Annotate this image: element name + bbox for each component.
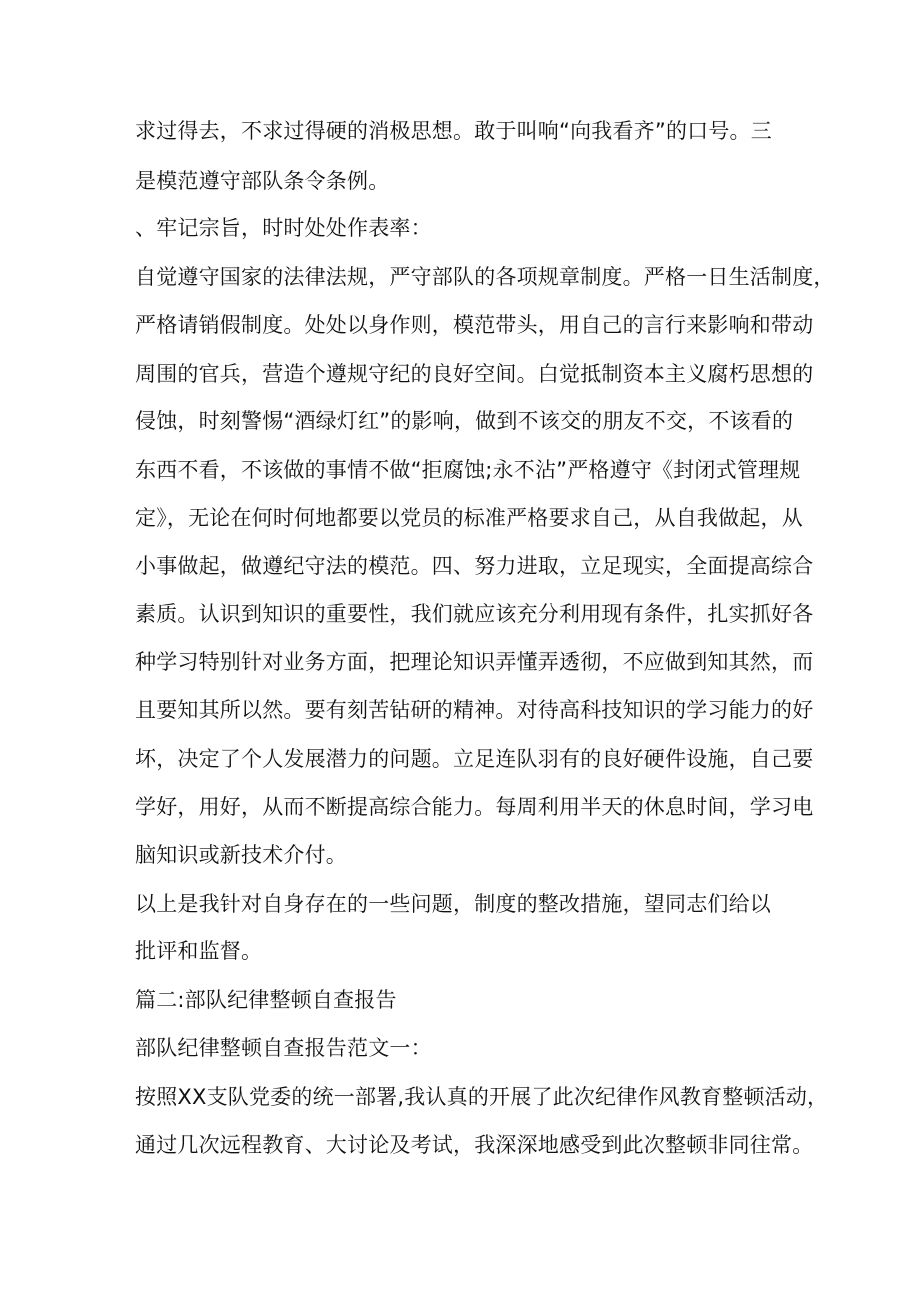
text-line: 侵蚀，时刻警惕“酒绿灯红”的影响，做到不该交的朋友不交，不该看的 bbox=[135, 409, 794, 433]
text-line: 坏，决定了个人发展潜力的问题。立足连队羽有的良好硬件设施，自己要 bbox=[135, 747, 814, 771]
text-line: 严格请销假制度。处处以身作则，模范带头，用自己的言行来影响和带动 bbox=[135, 313, 814, 337]
text-line: 、牢记宗旨，时时处处作表率： bbox=[135, 216, 432, 240]
text-line: 学好，用好，从而不断提高综合能力。每周利用半天的休息时间，学习电 bbox=[135, 795, 814, 819]
text-line: 周围的官兵，营造个遵规守纪的良好空间。白觉抵制资本主义腐朽思想的 bbox=[135, 362, 814, 386]
text-line: 求过得去，不求过得硬的消极思想。敢于叫响“向我看齐”的口号。三 bbox=[135, 119, 772, 143]
text-line: 种学习特别针对业务方面，把理论知识弄懂弄透彻，不应做到知其然，而 bbox=[135, 650, 814, 674]
text-line: 以上是我针对自身存在的一些问题，制度的整改措施，望同志们给以 bbox=[135, 892, 771, 916]
text-line: 按照XX支队党委的统一部署,我认真的开展了此次纪律作风教育整顿活动， bbox=[135, 1085, 829, 1109]
text-line: 是模范遵守部队条令条例。 bbox=[135, 169, 390, 193]
text-line: 东西不看，不该做的事情不做“拒腐蚀;永不沾”严格遵守《封闭式管理规 bbox=[135, 458, 801, 482]
text-line: 通过几次远程教育、大讨论及考试，我深深地感受到此次整顿非同往常。 bbox=[135, 1133, 814, 1157]
text-line: 批评和监督。 bbox=[135, 939, 263, 963]
text-line: 自觉遵守国家的法律法规，严守部队的各项规章制度。严格一日生活制度， bbox=[135, 265, 835, 289]
section-heading: 篇二:部队纪律整顿自查报告 bbox=[135, 988, 397, 1012]
text-line: 且要知其所以然。要有刻苦钻研的精神。对待高科技知识的学习能力的好 bbox=[135, 698, 814, 722]
text-line: 小事做起，做遵纪守法的模范。四、努力进取，立足现实，全面提高综合 bbox=[135, 554, 814, 578]
text-line: 素质。认识到知识的重要性，我们就应该充分利用现有条件，扎实抓好各 bbox=[135, 602, 814, 626]
subsection-heading: 部队纪律整顿自查报告范文一： bbox=[135, 1036, 432, 1060]
text-line: 脑知识或新技术介付。 bbox=[135, 843, 347, 867]
text-line: 定》，无论在何时何地都要以党员的标准严格要求自己，从自我做起，从 bbox=[135, 506, 803, 530]
